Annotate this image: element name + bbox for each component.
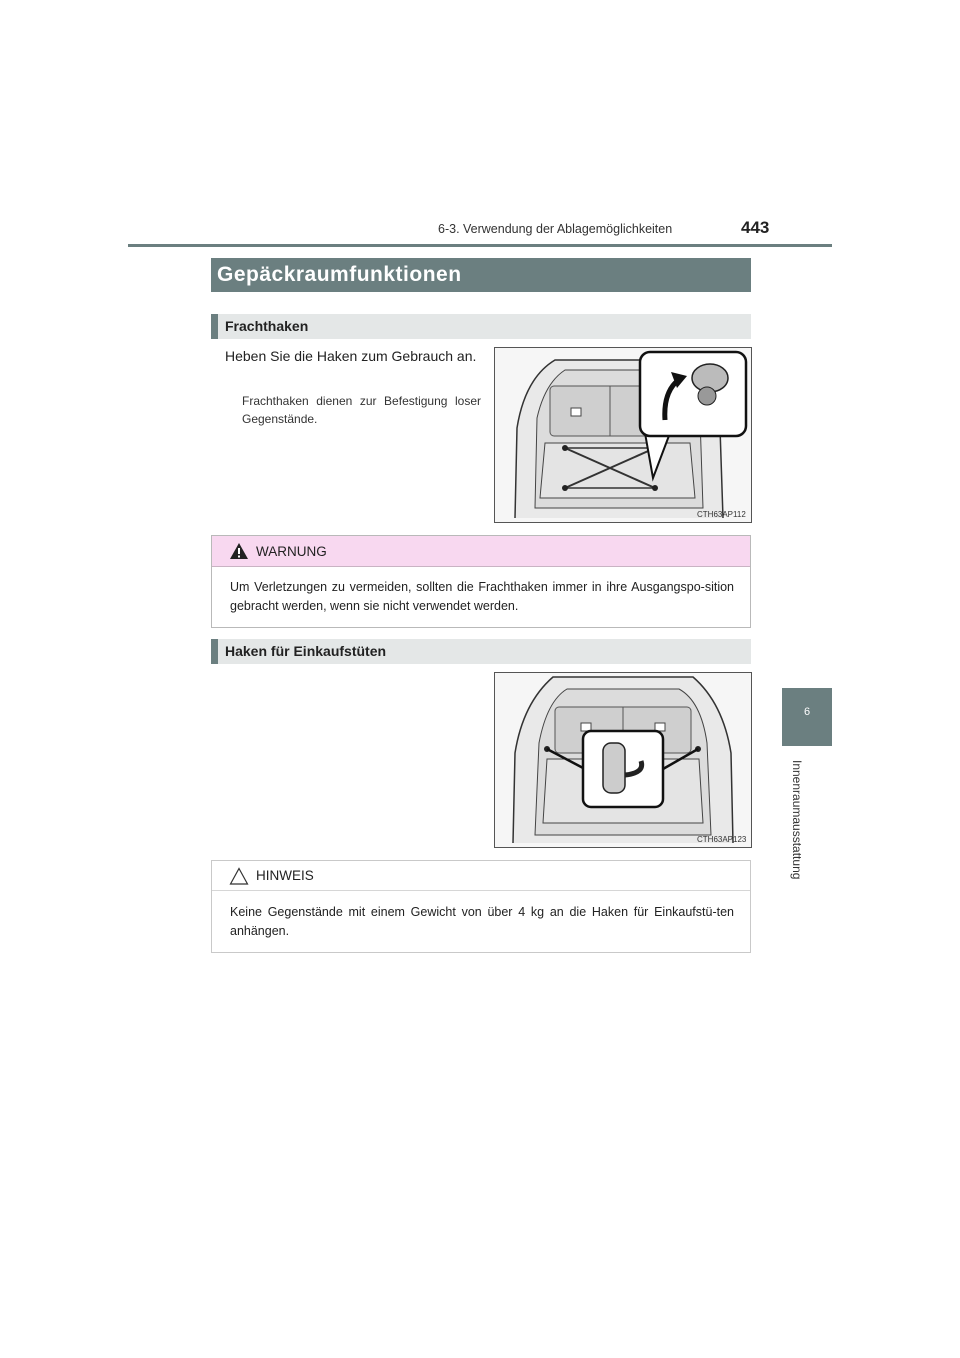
notice-title: HINWEIS [256, 868, 314, 883]
page-title: Gepäckraumfunktionen [211, 258, 751, 292]
warning-text: Um Verletzungen zu vermeiden, sollten die Frachthaken immer in ihre Ausgangspo-sition gebracht werden, wenn sie nicht verwendet werden. [230, 580, 734, 613]
warning-header [212, 536, 750, 567]
cargo-hook-illustration [494, 347, 752, 523]
figure-code-cargo: CTH63AP112 [697, 510, 746, 519]
chapter-tab-label: Innenraumausstattung [790, 760, 804, 880]
warning-title: WARNUNG [256, 544, 327, 559]
header-rule [128, 244, 832, 247]
warning-box [211, 535, 751, 628]
notice-text: Keine Gegenstände mit einem Gewicht von über 4 kg an die Haken für Einkaufstü-ten anhängen. [230, 905, 734, 938]
warning-triangle-icon [229, 542, 249, 560]
bag-hook-illustration [494, 672, 752, 848]
section-heading-bag-hooks: Haken für Einkaufstüten [211, 639, 751, 664]
notice-triangle-icon [229, 867, 249, 885]
cargo-hooks-note: Frachthaken dienen zur Befestigung loser Gegenstände. [242, 394, 481, 426]
trunk-drawing-cargo [495, 348, 751, 522]
header-section-title: 6-3. Verwendung der Ablagemöglichkeiten [438, 222, 673, 236]
cargo-hooks-instruction: Heben Sie die Haken zum Gebrauch an. [225, 348, 477, 364]
figure-code-bag: CTH63AP123 [697, 835, 747, 844]
notice-box [211, 860, 751, 953]
chapter-tab-number: 6 [803, 706, 811, 718]
notice-header [212, 861, 750, 891]
page-number: 443 [741, 218, 770, 237]
section-heading-cargo-hooks: Frachthaken [211, 314, 751, 339]
trunk-drawing-bag [495, 673, 751, 847]
